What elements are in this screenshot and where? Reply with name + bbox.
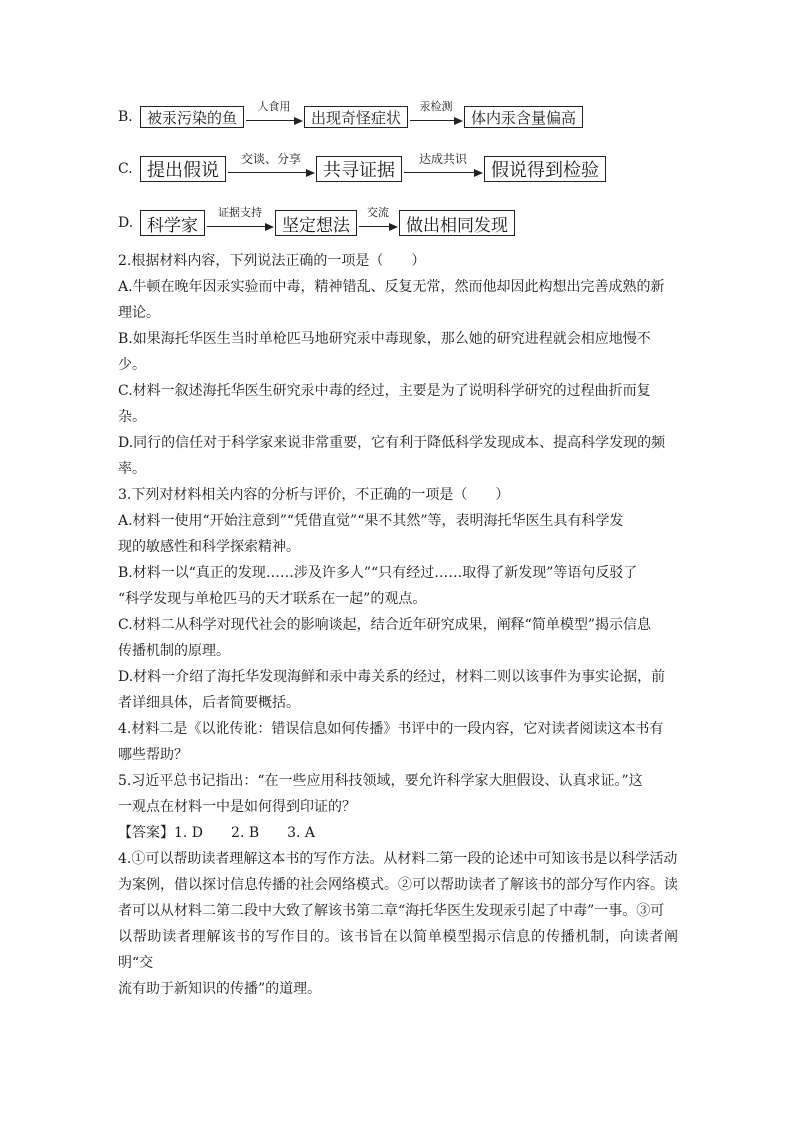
text-line: B.如果海托华医生当时单枪匹马地研究汞中毒现象，那么她的研究进程就会相应地慢不 xyxy=(118,331,651,347)
text-line: 4.材料二是《以讹传讹：错误信息如何传播》书评中的一段内容，它对读者阅读这本书有 xyxy=(118,721,664,737)
option-label: D. xyxy=(118,215,134,231)
flow-arrow xyxy=(357,206,399,233)
arrow-label: 交流 xyxy=(367,206,389,219)
text-line: 传播机制的原理。 xyxy=(118,643,230,659)
arrow-head-icon xyxy=(265,223,274,231)
arrow-label: 汞检测 xyxy=(419,100,453,113)
flow-arrow xyxy=(402,152,484,179)
flow-box: 体内汞含量偏高 xyxy=(464,106,583,128)
arrow-label: 达成共识 xyxy=(418,152,467,166)
option-label: B. xyxy=(118,109,133,125)
arrow-head-icon xyxy=(389,223,398,231)
flow-option-b xyxy=(118,100,583,130)
text-line: 5.习近平总书记指出：“在一些应用科技领域，要允许科学家大胆假设、认真求证。”这 xyxy=(118,773,643,789)
arrow-head-icon xyxy=(294,117,303,125)
text-line: 为案例，借以探讨信息传播的社会网络模式。②可以帮助读者了解该书的部分写作内容。读 xyxy=(118,877,678,893)
text-line: “科学发现与单枪匹马的天才联系在一起”的观点。 xyxy=(118,591,427,607)
answer-line: 【答案】1. D 2. B 3. A xyxy=(118,825,316,841)
text-line: B.材料一以“真正的发现……涉及许多人”“只有经过……取得了新发现”等语句反驳了 xyxy=(118,565,638,581)
option-label: C. xyxy=(118,161,133,177)
flow-arrow xyxy=(205,206,275,233)
flow-box: 出现奇怪症状 xyxy=(304,106,408,128)
arrow-head-icon xyxy=(306,169,315,177)
text-line: 流有助于新知识的传播”的道理。 xyxy=(118,981,322,997)
flow-option-d xyxy=(118,208,515,238)
text-line: 杂。 xyxy=(118,409,146,425)
text-line: 3.下列对材料相关内容的分析与评价，不正确的一项是（ ） xyxy=(118,487,510,503)
text-line: 2.根据材料内容，下列说法正确的一项是（ ） xyxy=(118,253,426,269)
text-line: 理论。 xyxy=(118,305,160,321)
text-line: 现的敏感性和科学探索精神。 xyxy=(118,539,300,555)
text-line: 者可以从材料二第二段中大致了解该书第二章“海托华医生发现汞引起了中毒”一事。③可 xyxy=(118,903,665,919)
text-line: C.材料一叙述海托华医生研究汞中毒的经过，主要是为了说明科学研究的过程曲折而复 xyxy=(118,383,651,399)
text-line: D.材料一介绍了海托华发现海鲜和汞中毒关系的经过，材料二则以该事件为事实论据，前 xyxy=(118,669,666,685)
flow-box: 坚定想法 xyxy=(275,210,357,236)
arrow-label: 交谈、分享 xyxy=(240,152,301,166)
text-line: C.材料二从科学对现代社会的影响谈起，结合近年研究成果，阐释“简单模型”揭示信息 xyxy=(118,617,651,633)
text-line: 哪些帮助？ xyxy=(118,747,188,763)
arrow-head-icon xyxy=(474,169,483,177)
text-line: 一观点在材料一中是如何得到印证的？ xyxy=(118,799,356,815)
flow-box: 假说得到检验 xyxy=(484,156,606,182)
arrow-label: 证据支持 xyxy=(218,206,262,219)
flow-arrow xyxy=(244,100,304,127)
flow-box: 做出相同发现 xyxy=(399,210,515,236)
flow-option-c xyxy=(118,154,606,184)
arrow-label: 人食用 xyxy=(257,100,291,113)
arrow-head-icon xyxy=(454,117,463,125)
text-line: D.同行的信任对于科学家来说非常重要，它有利于降低科学发现成本、提高科学发现的频 xyxy=(118,435,666,451)
text-line: 少。 xyxy=(118,357,146,373)
text-line: 率。 xyxy=(118,461,146,477)
flow-box: 共寻证据 xyxy=(316,156,402,182)
flow-box: 科学家 xyxy=(140,210,205,236)
text-line: A.牛顿在晚年因汞实验而中毒，精神错乱、反复无常，然而他却因此构想出完善成熟的新 xyxy=(118,279,665,295)
flow-box: 提出假说 xyxy=(140,156,226,182)
text-line: 者详细具体，后者简要概括。 xyxy=(118,695,300,711)
flow-arrow xyxy=(408,100,464,127)
question-text xyxy=(118,248,678,1002)
text-line: 以帮助读者理解该书的写作目的。该书旨在以简单模型揭示信息的传播机制，向读者阐明“交 xyxy=(118,929,678,971)
text-line: A.材料一使用“开始注意到”“凭借直觉”“果不其然”等，表明海托华医生具有科学发 xyxy=(118,513,624,529)
text-line: 4.①可以帮助读者理解这本书的写作方法。从材料二第一段的论述中可知该书是以科学活动 xyxy=(118,851,678,867)
flow-box: 被汞污染的鱼 xyxy=(140,106,244,128)
flow-arrow xyxy=(226,152,316,179)
